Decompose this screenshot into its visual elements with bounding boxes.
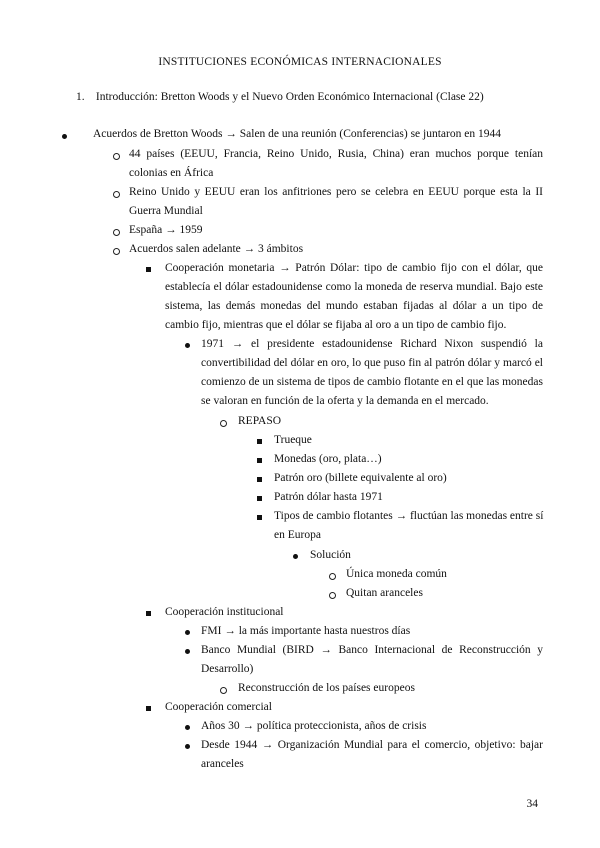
section-title: Introducción: Bretton Woods y el Nuevo Orden Económico Internacional (Clase 22) — [95, 91, 484, 103]
hollow-bullet-icon — [220, 687, 227, 694]
list-item: 44 países (EEUU, Francia, Reino Unido, Rusia, China) eran muchos porque tenían colonias en África — [129, 148, 543, 179]
hollow-bullet-icon — [329, 573, 336, 580]
square-bullet-icon — [257, 458, 262, 463]
list-item: Solución — [310, 549, 351, 561]
filled-bullet-icon — [293, 554, 298, 559]
hollow-bullet-icon — [220, 420, 227, 427]
hollow-bullet-icon — [113, 191, 120, 198]
list-item: REPASO — [238, 415, 282, 427]
list-item: Acuerdos de Bretton Woods → Salen de una reunión (Conferencias) se juntaron en 1944 — [93, 128, 501, 140]
list-item: Reino Unido y EEUU eran los anfitriones pero se celebra en EEUU porque esta la II Guerra Mundial — [129, 186, 543, 217]
list-item: Cooperación comercial — [165, 701, 272, 713]
filled-bullet-icon — [185, 725, 190, 730]
list-item: Patrón dólar hasta 1971 — [274, 491, 383, 503]
section-heading — [76, 91, 484, 103]
list-item: Desde 1944 → Organización Mundial para el comercio, objetivo: bajar aranceles — [201, 739, 543, 770]
square-bullet-icon — [257, 496, 262, 501]
filled-bullet-icon — [62, 134, 67, 139]
square-bullet-icon — [257, 477, 262, 482]
hollow-bullet-icon — [113, 229, 120, 236]
list-item: Monedas (oro, plata…) — [274, 453, 382, 465]
square-bullet-icon — [146, 611, 151, 616]
list-item: Años 30 → política proteccionista, años de crisis — [201, 720, 427, 732]
list-item: Quitan aranceles — [346, 587, 423, 599]
list-item: 1971 → el presidente estadounidense Richard Nixon suspendió la convertibilidad del dólar en oro, lo que puso fin al patrón dólar y marcó el comienzo de un sistema de tipos de cambio flotante en el que las monedas se valoran en función de la oferta y la demanda en el mercado. — [201, 338, 543, 407]
filled-bullet-icon — [185, 630, 190, 635]
hollow-bullet-icon — [113, 153, 120, 160]
filled-bullet-icon — [185, 649, 190, 654]
list-item: Cooperación monetaria → Patrón Dólar: tipo de cambio fijo con el dólar, que establecía el dólar estadounidense como la moneda de reserva mundial. Bajo este sistema, las demás monedas del mundo estaban fijadas al dólar a un tipo de cambio fijo, mientras que el dólar se fijaba al oro a un tipo de cambio fijo. — [165, 262, 543, 331]
list-item: Única moneda común — [346, 568, 447, 580]
document-title: INSTITUCIONES ECONÓMICAS INTERNACIONALES — [158, 56, 442, 68]
list-item: Trueque — [274, 434, 312, 446]
hollow-bullet-icon — [329, 592, 336, 599]
list-item: FMI → la más importante hasta nuestros días — [201, 625, 411, 637]
square-bullet-icon — [257, 515, 262, 520]
list-item: Patrón oro (billete equivalente al oro) — [274, 472, 447, 484]
square-bullet-icon — [146, 706, 151, 711]
list-item: Banco Mundial (BIRD → Banco Internacional de Reconstrucción y Desarrollo) — [201, 644, 543, 675]
list-item: Tipos de cambio flotantes → fluctúan las monedas entre sí en Europa — [274, 510, 544, 541]
section-number: 1. — [76, 91, 85, 103]
square-bullet-icon — [257, 439, 262, 444]
list-item: España → 1959 — [129, 224, 203, 236]
square-bullet-icon — [146, 267, 151, 272]
filled-bullet-icon — [185, 744, 190, 749]
hollow-bullet-icon — [113, 248, 120, 255]
page-number: 34 — [526, 798, 538, 810]
list-item: Acuerdos salen adelante → 3 ámbitos — [129, 243, 304, 255]
list-item: Cooperación institucional — [165, 606, 284, 618]
list-item: Reconstrucción de los países europeos — [238, 682, 415, 694]
filled-bullet-icon — [185, 343, 190, 348]
